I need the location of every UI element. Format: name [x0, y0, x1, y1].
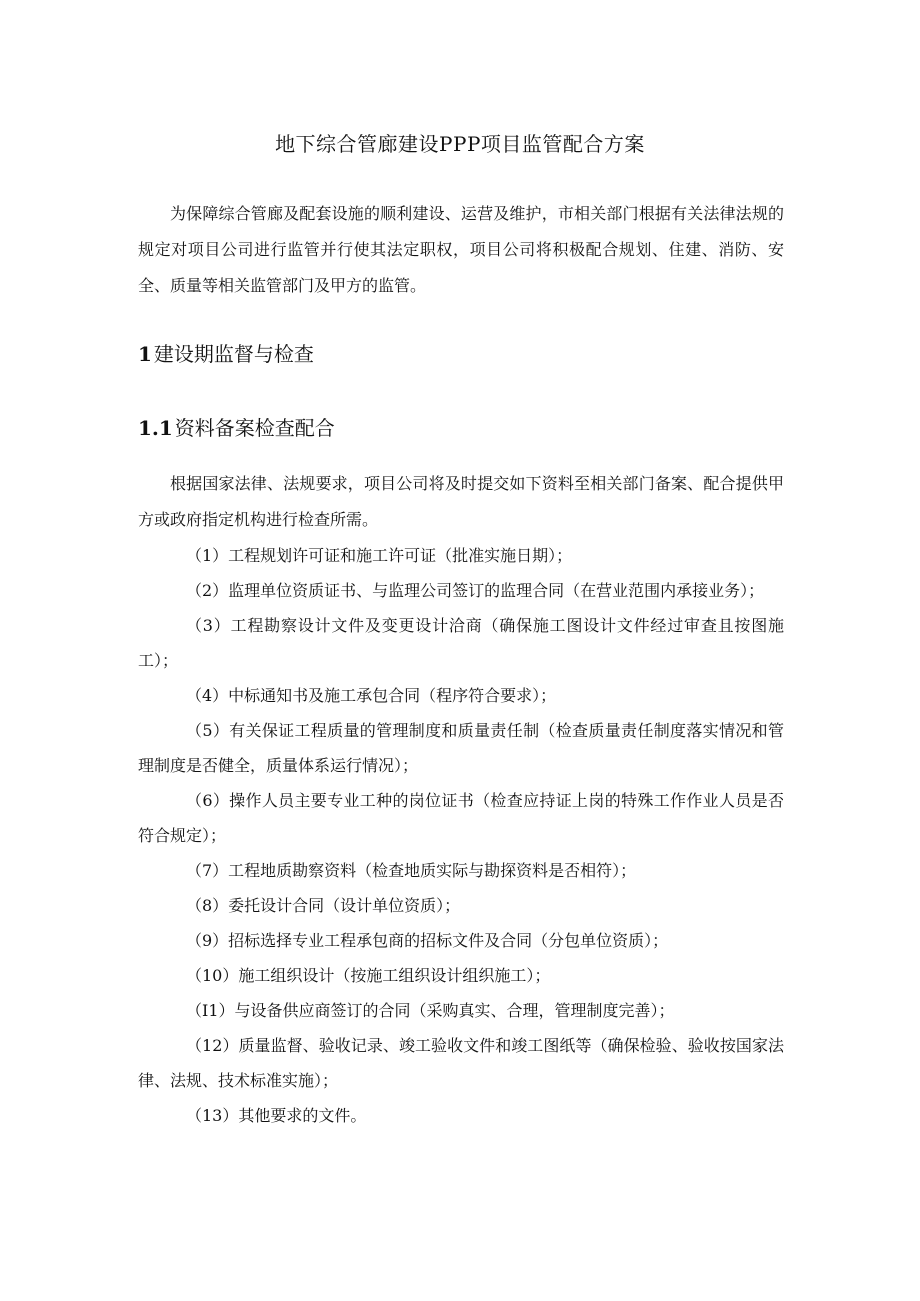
list-item: （7）工程地质勘察资料（检查地质实际与勘探资料是否相符）； [186, 861, 637, 880]
document-title: 地下综合管廊建设PPP项目监管配合方案 [275, 132, 645, 156]
list-item: （12）质量监督、验收记录、竣工验收文件和竣工图纸等（确保检验、验收按国家法律、法规、技术标准实施）； [138, 1036, 784, 1090]
list-item: （9）招标选择专业工程承包商的招标文件及合同（分包单位资质）； [186, 931, 669, 950]
list-item: （I1）与设备供应商签订的合同（采购真实、合理，管理制度完善）； [186, 1001, 675, 1020]
list-item: （2）监理单位资质证书、与监理公司签订的监理合同（在营业范围内承接业务）； [186, 581, 765, 600]
intro-paragraph: 为保障综合管廊及配套设施的顺利建设、运营及维护，市相关部门根据有关法律法规的规定对项目公司进行监管并行使其法定职权，项目公司将积极配合规划、住建、消防、安全、质量等相关监管部门及甲方的监管。 [138, 204, 784, 295]
list-item: （6）操作人员主要专业工种的岗位证书（检查应持证上岗的特殊工作作业人员是否符合规定）； [138, 791, 784, 845]
section-heading-1 [138, 338, 314, 370]
list-item: （10）施工组织设计（按施工组织设计组织施工）； [186, 966, 551, 985]
subsection-title: 资料备案检查配合 [174, 416, 335, 440]
subsection-heading-1-1 [138, 412, 335, 444]
document-list [138, 538, 784, 1133]
list-item: （5）有关保证工程质量的管理制度和质量责任制（检查质量责任制度落实情况和管理制度是否健全，质量体系运行情况）； [138, 721, 784, 775]
lead-paragraph: 根据国家法律、法规要求，项目公司将及时提交如下资料至相关部门备案、配合提供甲方或政府指定机构进行检查所需。 [138, 474, 784, 529]
list-item: （1）工程规划许可证和施工许可证（批准实施日期）； [186, 546, 573, 565]
list-item: （4）中标通知书及施工承包合同（程序符合要求）； [186, 686, 557, 705]
section-number: 1 [138, 342, 152, 366]
section-title: 建设期监督与检查 [153, 342, 314, 366]
subsection-number: 1.1 [138, 416, 173, 440]
list-item: （3）工程勘察设计文件及变更设计洽商（确保施工图设计文件经过审查且按图施工）； [138, 616, 784, 670]
list-item: （8）委托设计合同（设计单位资质）； [186, 896, 461, 915]
list-item: （13）其他要求的文件。 [186, 1106, 367, 1125]
